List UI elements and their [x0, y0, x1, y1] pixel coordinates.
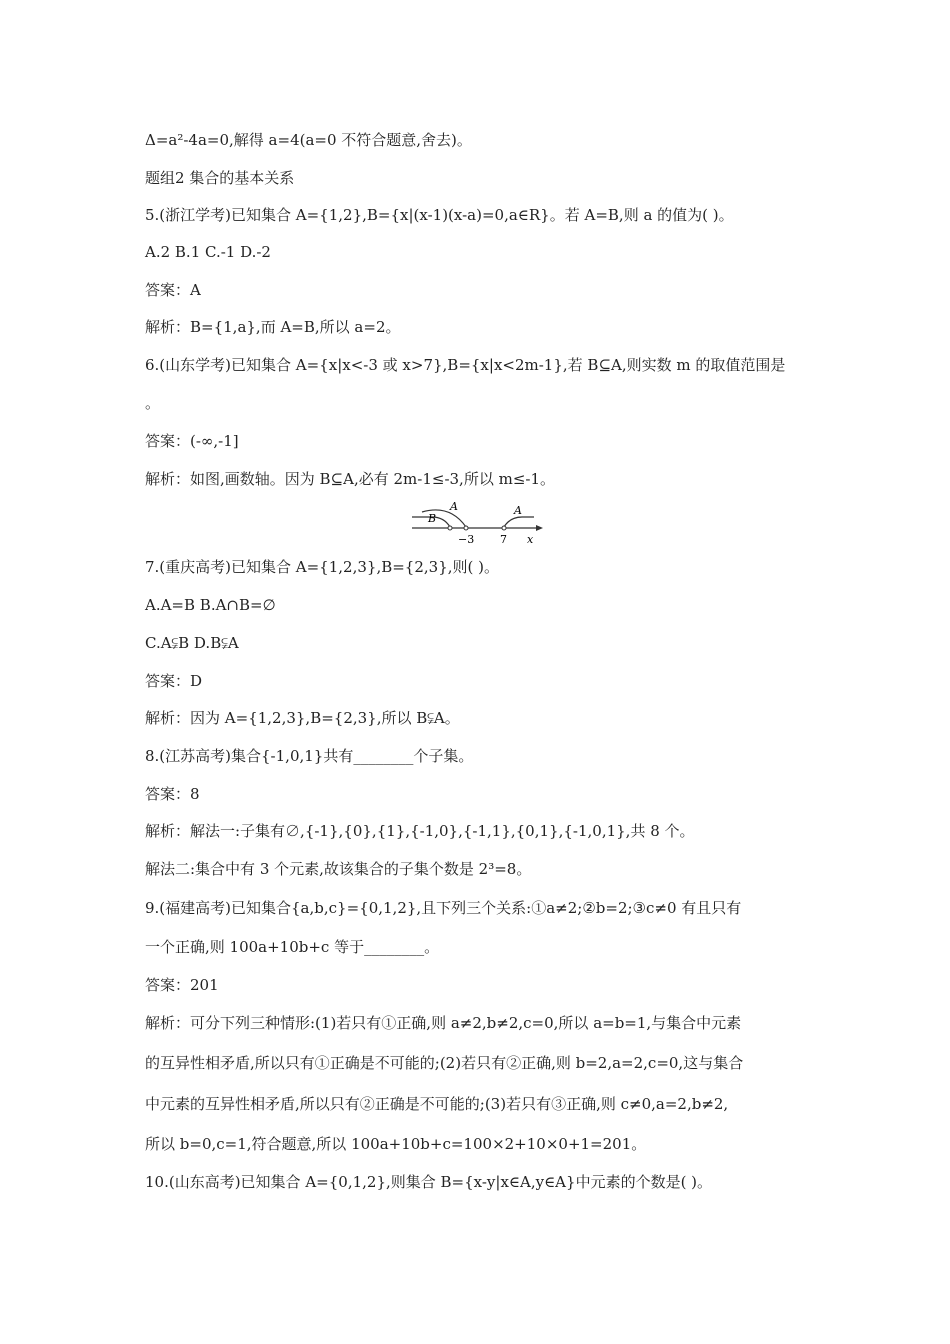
question-5-answer: 答案：A	[145, 281, 201, 299]
tick-label-minus3: −3	[458, 533, 475, 546]
question-8-answer: 答案：8	[145, 785, 200, 803]
question-5-analysis: 解析：B={1,a},而 A=B,所以 a=2。	[145, 318, 401, 336]
question-7: 7.(重庆高考)已知集合 A={1,2,3},B={2,3},则( )。	[145, 558, 499, 576]
question-6: 6.(山东学考)已知集合 A={x|x<-3 或 x>7},B={x|x<2m-1},若 B⊆A,则实数 m 的取值范围是	[145, 356, 786, 374]
question-7-answer: 答案：D	[145, 672, 203, 690]
number-line-diagram	[410, 500, 545, 546]
set-a-right-arc	[504, 517, 534, 527]
question-8: 8.(江苏高考)集合{-1,0,1}共有________个子集。	[145, 747, 474, 765]
question-5-options: A.2 B.1 C.-1 D.-2	[145, 243, 271, 261]
question-7-options-cd: C.A⫋B D.B⫋A	[145, 634, 239, 652]
question-6-answer: 答案：(-∞,-1]	[145, 432, 239, 450]
question-7-analysis: 解析：因为 A={1,2,3},B={2,3},所以 B⫋A。	[145, 709, 460, 727]
question-6-continued: 。	[145, 394, 161, 412]
point-7	[502, 526, 506, 530]
axis-arrow	[536, 525, 543, 531]
question-10: 10.(山东高考)已知集合 A={0,1,2},则集合 B={x-y|x∈A,y∈A}中元素的个数是( )。	[145, 1173, 713, 1191]
question-9: 9.(福建高考)已知集合{a,b,c}={0,1,2},且下列三个关系:①a≠2;②b=2;③c≠0 有且只有	[145, 899, 742, 917]
text-line-1: Δ=a²-4a=0,解得 a=4(a=0 不符合题意,舍去)。	[145, 131, 472, 149]
point-b-end	[448, 526, 452, 530]
question-9-answer: 答案：201	[145, 976, 219, 994]
axis-label-x: x	[527, 533, 534, 546]
question-6-analysis: 解析：如图,画数轴。因为 B⊆A,必有 2m-1≤-3,所以 m≤-1。	[145, 470, 555, 488]
question-9-analysis-4: 所以 b=0,c=1,符合题意,所以 100a+10b+c=100×2+10×0+1=201。	[145, 1135, 647, 1153]
question-5: 5.(浙江学考)已知集合 A={1,2},B={x|(x-1)(x-a)=0,a∈R}。若 A=B,则 a 的值为( )。	[145, 206, 734, 224]
question-9-analysis-1: 解析：可分下列三种情形:(1)若只有①正确,则 a≠2,b≠2,c=0,所以 a=b=1,与集合中元素	[145, 1014, 742, 1032]
tick-label-7: 7	[500, 533, 507, 546]
section-heading: 题组2 集合的基本关系	[145, 169, 295, 187]
label-a-right: A	[514, 504, 522, 517]
question-9-analysis-2: 的互异性相矛盾,所以只有①正确是不可能的;(2)若只有②正确,则 b=2,a=2,c=0,这与集合	[145, 1054, 744, 1072]
question-8-analysis: 解析：解法一:子集有∅,{-1},{0},{1},{-1,0},{-1,1},{0,1},{-1,0,1},共 8 个。	[145, 822, 695, 840]
question-9-analysis-3: 中元素的互异性相矛盾,所以只有②正确是不可能的;(3)若只有③正确,则 c≠0,a=2,b≠2,	[145, 1095, 729, 1113]
label-b: B	[428, 512, 437, 525]
question-9-continued: 一个正确,则 100a+10b+c 等于________。	[145, 938, 440, 956]
label-a-left: A	[450, 500, 458, 513]
question-7-options-ab: A.A=B B.A∩B=∅	[145, 596, 276, 614]
point-minus3	[464, 526, 468, 530]
question-8-analysis-2: 解法二:集合中有 3 个元素,故该集合的子集个数是 2³=8。	[145, 860, 532, 878]
